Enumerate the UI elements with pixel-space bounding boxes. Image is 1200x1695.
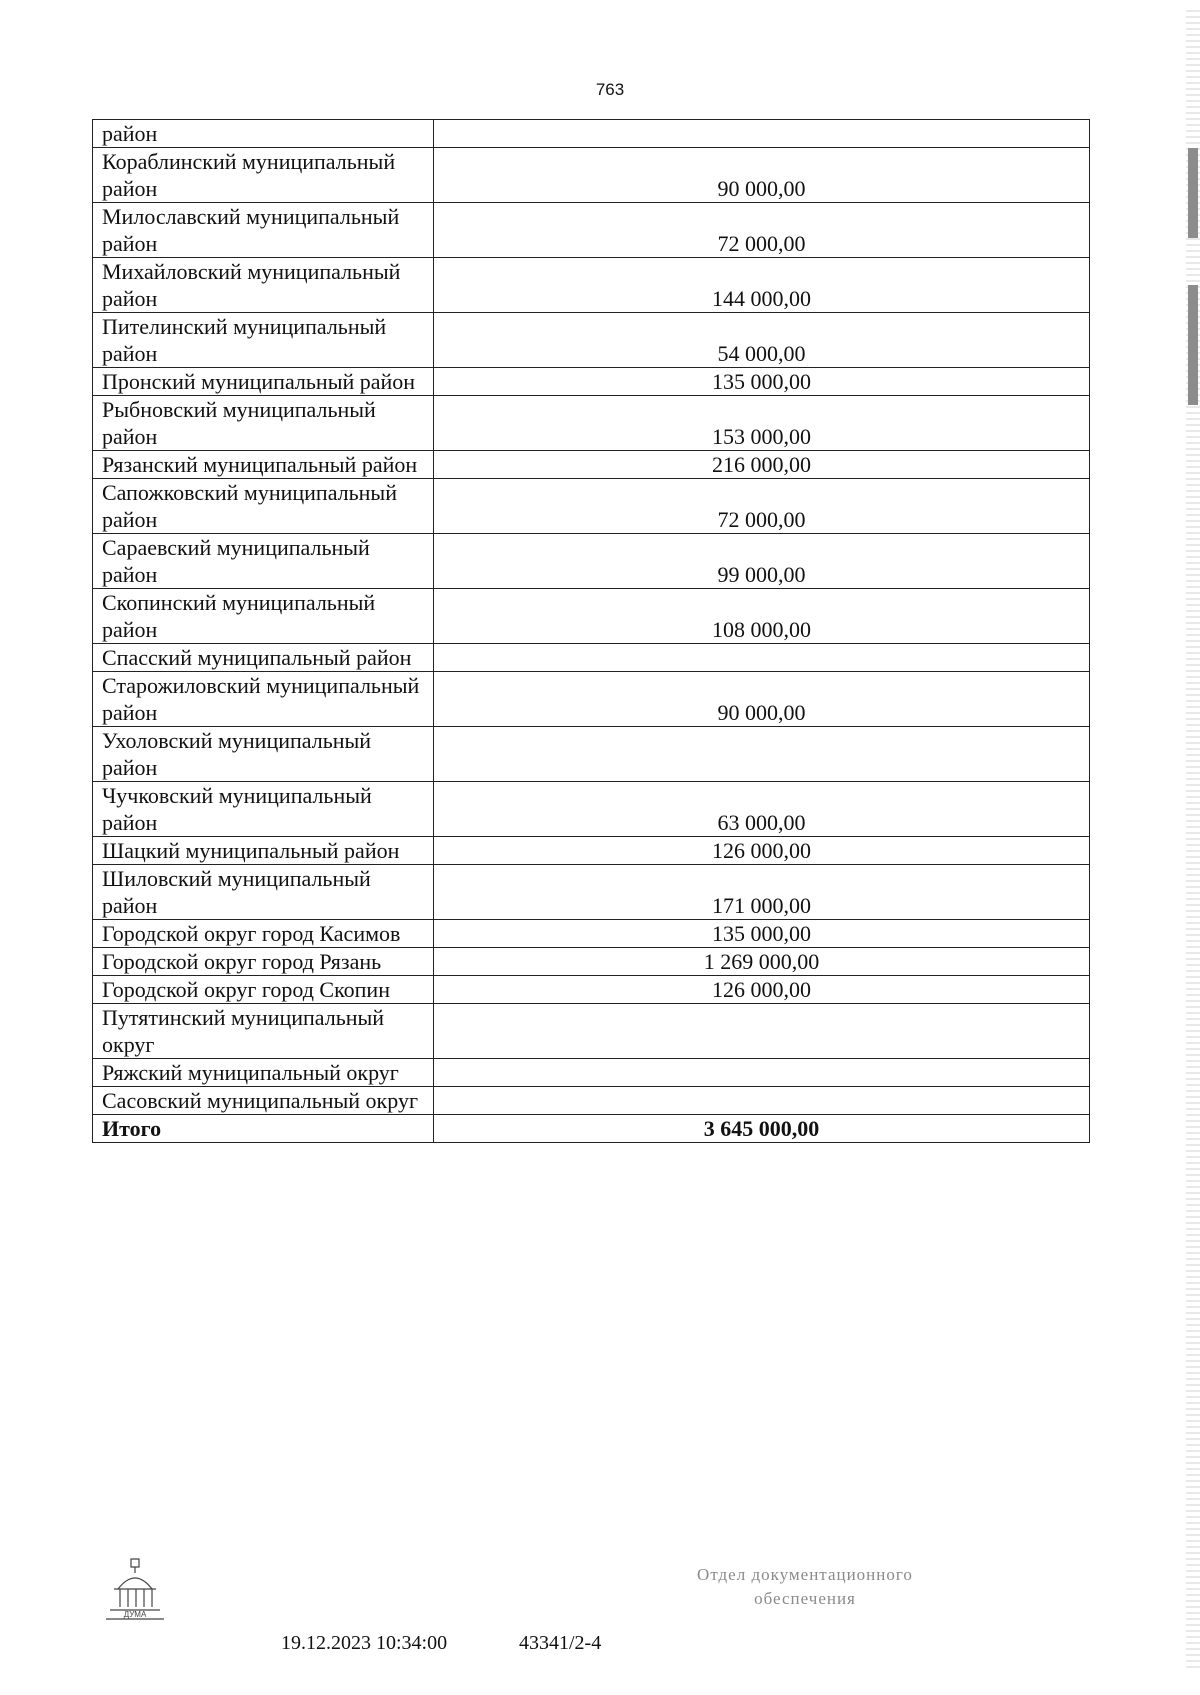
table-row [93,451,1090,479]
scan-mark [1188,285,1198,405]
table-row [93,258,1090,313]
municipality-name: Городской округ город Скопин [93,976,434,1004]
allocation-amount: 108 000,00 [434,589,1090,644]
total-label: Итого [93,1115,434,1143]
logo-text: ДУМА [123,1610,147,1619]
table-row [93,589,1090,644]
municipality-name: Шиловский муниципальный район [93,865,434,920]
municipality-name: Ряжский муниципальный округ [93,1059,434,1087]
municipality-name: Пронский муниципальный район [93,368,434,396]
total-row [93,1115,1090,1143]
allocation-amount: 135 000,00 [434,368,1090,396]
municipality-name: Сапожковский муниципальный район [93,479,434,534]
table-row [93,368,1090,396]
page-number: 763 [595,80,625,99]
allocation-table-body [93,120,1090,1115]
municipality-name: Городской округ город Рязань [93,948,434,976]
municipality-name: Скопинский муниципальный район [93,589,434,644]
table-row [93,120,1090,148]
scan-edge-artifact [1186,10,1200,1670]
scan-mark [1188,148,1198,238]
table-row [93,396,1090,451]
table-row [93,672,1090,727]
allocation-amount: 144 000,00 [434,258,1090,313]
allocation-amount [434,1087,1090,1115]
stamp-line-1: Отдел документационного [697,1565,913,1584]
allocation-amount: 126 000,00 [434,976,1090,1004]
table-row [93,534,1090,589]
allocation-amount [434,727,1090,782]
municipality-name: Чучковский муниципальный район [93,782,434,837]
allocation-amount: 216 000,00 [434,451,1090,479]
allocation-amount: 63 000,00 [434,782,1090,837]
table-row [93,976,1090,1004]
allocation-table [92,119,1090,1143]
allocation-amount: 54 000,00 [434,313,1090,368]
table-row [93,479,1090,534]
municipality-name: Старожиловский муниципальный район [93,672,434,727]
allocation-amount: 90 000,00 [434,148,1090,203]
table-row [93,313,1090,368]
municipality-name: Пителинский муниципальный район [93,313,434,368]
municipality-name: Михайловский муниципальный район [93,258,434,313]
allocation-amount: 99 000,00 [434,534,1090,589]
table-row [93,865,1090,920]
municipality-name: Городской округ город Касимов [93,920,434,948]
allocation-amount: 72 000,00 [434,203,1090,258]
allocation-amount: 90 000,00 [434,672,1090,727]
allocation-amount [434,644,1090,672]
table-row [93,644,1090,672]
allocation-amount: 135 000,00 [434,920,1090,948]
footer-datetime: 19.12.2023 10:34:00 [281,1632,448,1654]
municipality-name: Сараевский муниципальный район [93,534,434,589]
municipality-name: Путятинский муниципальный округ [93,1004,434,1059]
total-amount: 3 645 000,00 [434,1115,1090,1143]
table-row [93,1004,1090,1059]
allocation-amount: 72 000,00 [434,479,1090,534]
municipality-name: Милославский муниципальный район [93,203,434,258]
table-row [93,948,1090,976]
allocation-amount [434,1004,1090,1059]
municipality-name: Сасовский муниципальный округ [93,1087,434,1115]
municipality-name: Кораблинский муниципальный район [93,148,434,203]
municipality-name: район [93,120,434,148]
footer-doc-number: 43341/2-4 [519,1632,602,1654]
department-stamp [640,1563,970,1611]
table-row [93,782,1090,837]
allocation-amount: 171 000,00 [434,865,1090,920]
municipality-name: Шацкий муниципальный район [93,837,434,865]
municipality-name: Ухоловский муниципальный район [93,727,434,782]
allocation-amount: 153 000,00 [434,396,1090,451]
table-row [93,1087,1090,1115]
allocation-amount [434,1059,1090,1087]
table-row [93,203,1090,258]
municipality-name: Спасский муниципальный район [93,644,434,672]
municipality-name: Рязанский муниципальный район [93,451,434,479]
duma-logo-icon [104,1555,166,1623]
allocation-amount [434,120,1090,148]
table-row [93,148,1090,203]
allocation-amount: 126 000,00 [434,837,1090,865]
table-row [93,1059,1090,1087]
table-row [93,727,1090,782]
municipality-name: Рыбновский муниципальный район [93,396,434,451]
table-row [93,920,1090,948]
stamp-line-2: обеспечения [754,1589,856,1608]
table-row [93,837,1090,865]
allocation-amount: 1 269 000,00 [434,948,1090,976]
